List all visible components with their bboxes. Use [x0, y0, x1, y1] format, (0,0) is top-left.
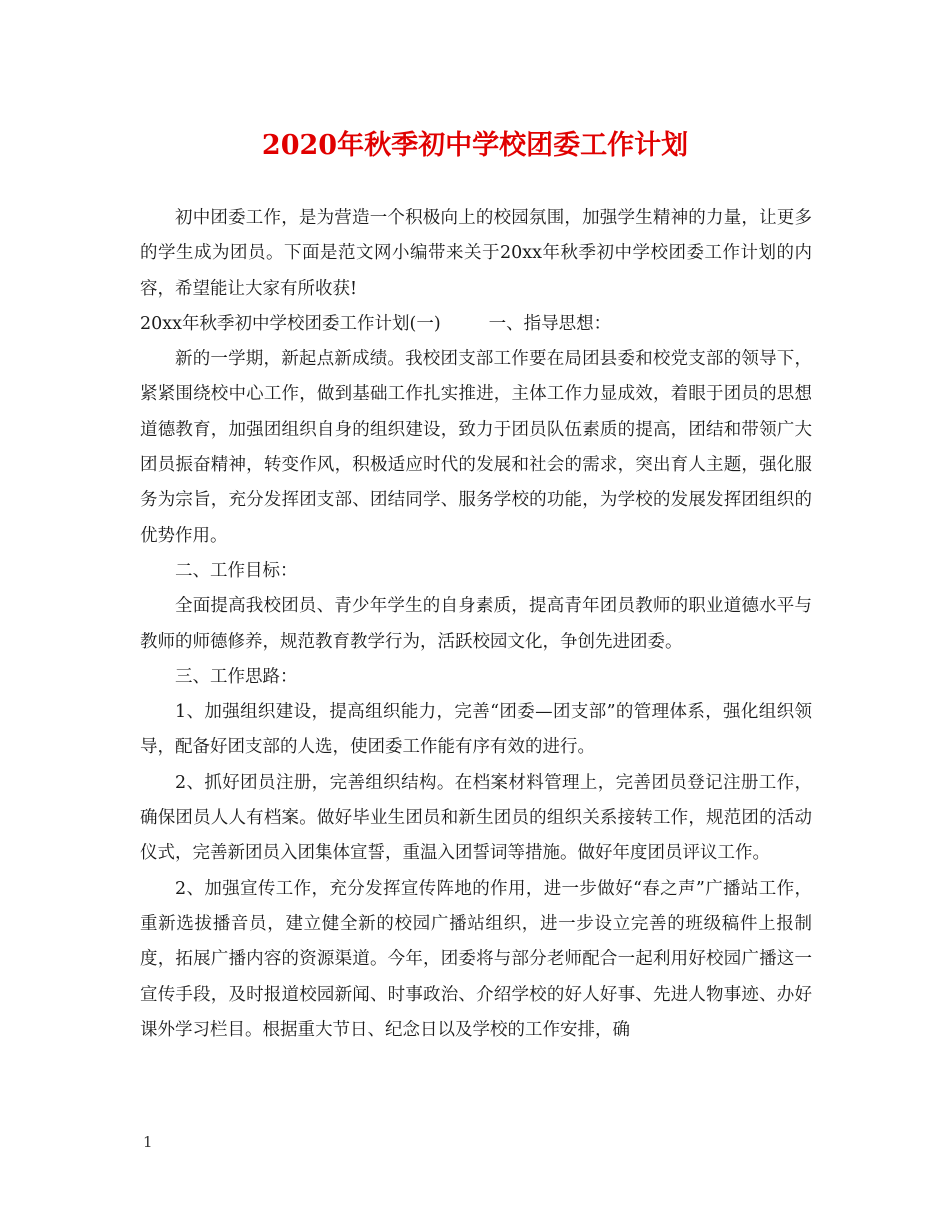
section-heading-work-goals: 二、工作目标：: [175, 560, 298, 581]
work-idea-item-2: 2、抓好团员注册，完善组织结构。在档案材料管理上，完善团员登记注册工作，确保团员人人有档案。做好毕业生团员和新生团员的组织关系接转工作，规范团的活动仪式，完善新团员入团集体宣誓，重温入团誓词等措施。做好年度团员评议工作。: [140, 772, 812, 864]
work-idea-item-1: 1、加强组织建设，提高组织能力，完善“团委—团支部”的管理体系，强化组织领导，配备好团支部的人选，使团委工作能有序有效的进行。: [140, 702, 812, 758]
section-heading-guiding-ideology: 一、指导思想：: [488, 313, 612, 334]
section-heading-work-ideas: 三、工作思路：: [175, 666, 298, 687]
plan-heading-line: [140, 307, 812, 342]
document-body: [140, 201, 812, 1048]
page-number: 1: [143, 1133, 153, 1151]
guiding-ideology-paragraph: 新的一学期，新起点新成绩。我校团支部工作要在局团县委和校党支部的领导下，紧紧围绕校中心工作，做到基础工作扎实推进，主体工作力显成效，着眼于团员的思想道德教育，加强团组织自身的组织建设，致力于团员队伍素质的提高，团结和带领广大团员振奋精神，转变作风，积极适应时代的发展和社会的需求，突出育人主题，强化服务为宗旨，充分发挥团支部、团结同学、服务学校的功能，为学校的发展发挥团组织的优势作用。: [140, 349, 812, 546]
plan-heading: 20xx年秋季初中学校团委工作计划(一): [140, 313, 441, 334]
intro-paragraph: 初中团委工作，是为营造一个积极向上的校园氛围，加强学生精神的力量，让更多的学生成为团员。下面是范文网小编带来关于20xx年秋季初中学校团委工作计划的内容，希望能让大家有所收获!: [140, 208, 812, 299]
work-goals-paragraph: 全面提高我校团员、青少年学生的自身素质，提高青年团员教师的职业道德水平与教师的师德修养，规范教育教学行为，活跃校园文化，争创先进团委。: [140, 596, 812, 652]
document-title: 2020年秋季初中学校团委工作计划: [261, 130, 689, 161]
work-idea-item-3: 2、加强宣传工作，充分发挥宣传阵地的作用，进一步做好“春之声”广播站工作，重新选拔播音员，建立健全新的校园广播站组织，进一步设立完善的班级稿件上报制度，拓展广播内容的资源渠道。今年，团委将与部分老师配合一起利用好校园广播这一宣传手段，及时报道校园新闻、时事政治、介绍学校的好人好事、先进人物事迹、办好课外学习栏目。根据重大节日、纪念日以及学校的工作安排，确: [140, 878, 812, 1040]
